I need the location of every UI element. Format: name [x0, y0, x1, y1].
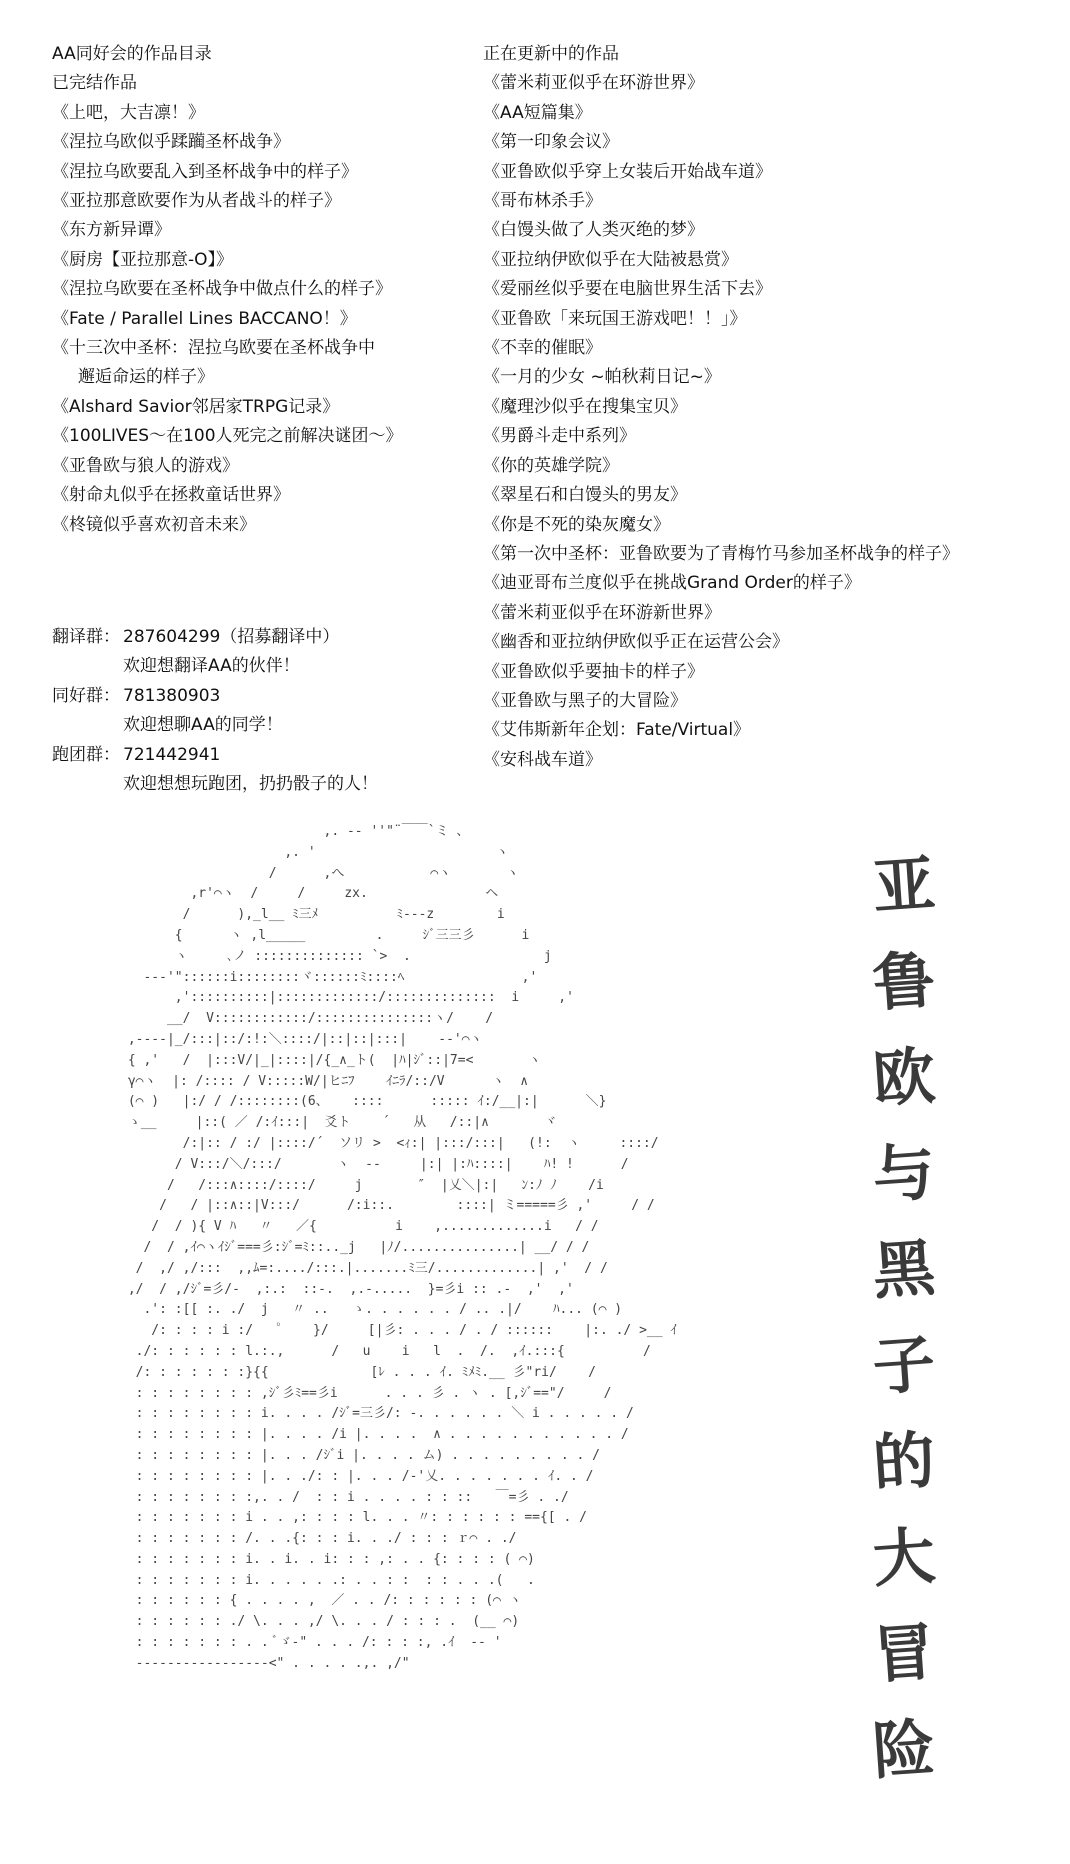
title-char: 鲁: [870, 942, 940, 1021]
list-item: 《涅拉乌欧要在圣杯战争中做点什么的样子》: [52, 279, 392, 300]
list-item: 《亚鲁欧似乎要抽卡的样子》: [483, 661, 704, 682]
list-item: 《你的英雄学院》: [483, 455, 619, 476]
title-char: 冒: [870, 1614, 940, 1693]
list-item: 《厨房【亚拉那意-O】》: [52, 249, 234, 270]
list-item: 《蕾米莉亚似乎在环游新世界》: [483, 602, 721, 623]
title-char: 黑: [870, 1230, 940, 1309]
list-item: 《第一印象会议》: [483, 132, 619, 153]
title-char: 欧: [870, 1038, 940, 1117]
run-group-note: 欢迎想想玩跑团，扔扔骰子的人！: [123, 774, 378, 795]
list-item: 《第一次中圣杯：亚鲁欧要为了青梅竹马参加圣杯战争的样子》: [483, 543, 959, 564]
list-item: 《亚鲁欧与黑子的大冒险》: [483, 690, 687, 711]
list-item: 《亚鲁欧似乎穿上女装后开始战车道》: [483, 161, 772, 182]
list-item: 《亚鲁欧「来玩国王游戏吧！！」》: [483, 308, 747, 329]
group-contacts: [52, 623, 472, 799]
list-item: 《一月的少女 ~帕秋莉日记~》: [483, 367, 721, 388]
list-item: 《涅拉乌欧要乱入到圣杯战争中的样子》: [52, 161, 358, 182]
list-item: 《上吧，大吉凛！》: [52, 102, 205, 123]
list-item: 《你是不死的染灰魔女》: [483, 514, 670, 535]
ongoing-works-column: [483, 40, 1063, 775]
translate-group-note: 欢迎想翻译AA的伙伴！: [123, 656, 300, 677]
list-item: 《不幸的催眠》: [483, 338, 602, 359]
list-item: 《亚鲁欧与狼人的游戏》: [52, 455, 239, 476]
fan-group-number: 781380903: [123, 685, 221, 706]
list-item: 《十三次中圣杯：涅拉乌欧要在圣杯战争中: [52, 338, 375, 359]
title-char: 险: [870, 1710, 940, 1789]
list-item: 《迪亚哥布兰度似乎在挑战Grand Order的样子》: [483, 573, 861, 594]
translate-group-row: [52, 623, 472, 652]
fan-group-note: 欢迎想聊AA的同学！: [123, 715, 283, 736]
list-item: 《蕾米莉亚似乎在环游世界》: [483, 73, 704, 94]
catalog-header: AA同好会的作品目录: [52, 44, 212, 64]
title-char: 的: [870, 1422, 940, 1501]
title-char: 与: [870, 1134, 940, 1213]
list-item-continuation: 邂逅命运的样子》: [78, 367, 214, 388]
ongoing-header: 正在更新中的作品: [483, 44, 619, 64]
list-item: 《亚拉纳伊欧似乎在大陆被悬赏》: [483, 249, 738, 270]
list-item: 《爱丽丝似乎要在电脑世界生活下去》: [483, 279, 772, 300]
run-group-number: 721442941: [123, 744, 221, 765]
list-item: 《射命丸似乎在拯救童话世界》: [52, 485, 290, 506]
vertical-calligraphy-title: [860, 838, 950, 1798]
list-item: 《亚拉那意欧要作为从者战斗的样子》: [52, 191, 341, 212]
list-item: 《魔理沙似乎在搜集宝贝》: [483, 396, 687, 417]
list-item: 《Fate / Parallel Lines BACCANO！》: [52, 308, 357, 329]
list-item: 《AA短篇集》: [483, 102, 592, 123]
list-item: 《翠星石和白馒头的男友》: [483, 485, 687, 506]
ascii-art-picture: ,. -‐ ''"¨￣￣`ミ 、 ,. ' ヽ / ,へ ⌒ヽ ヽ ,r'⌒ヽ / / zx. ヘ / ),_l__ ﾐ三ﾒ ﾐ--‐z i { ヽ ,l_____ . ｼﾞ三三彡 i ヽ ､ノ :::::::::::::: `> . j --‐'"::::::i::::::::ヾ::::::ﾐ::::ﾍ ,' ,'::::::::::|:::::::::::::/:::::::::::::: i ,' __/ V::::::::::::/:::::::::::::::ヽ/ / ,--‐‐|_/:::|::/:!:＼::::/|::|::|:::| -‐'⌒ヽ { ,' / |:::V/|_|::::|/{_∧_ト( |ﾊ|ｼﾞ::|7=< ヽ γ⌒ヽ |: /:::: / V:::::W/|ヒﾆﾌ ｲﾆﾗ/::/V ヽ ∧ (⌒ ) |:/ / /::::::::(6、 :::: ::::: ｲ:/__|:| ＼} ゝ__ |::( ／ /:ｲ:::| 爻ト ´ 从 /::|∧ ヾ /:|:: / :/ |::::/´ ソリ > <ｨ:| |:::/:::| (!: ヽ ::::/ / V:::/＼/:::/ ヽ ‐‐ |:| |:ﾊ::::| ﾊ! ! / / /:::∧::::/::::/ j ″ |乂＼|:| ﾝ:ﾉ ﾉ /i / / |::∧::|V:::/ /:i::. ::::| ミ=====彡 ,' / / / / ){ V ﾊ 〃 ／{ i ,.............i / / / / ,ｲ⌒ヽｲｼﾞ===彡:ｼﾞ=ﾐ::.._j |ﾉ/...............| __/ / / / ,/ ,/::: ,,ﾑ=:..../:::.|.......ﾐ三/.............| ,' / / ,/ / ,/ｼﾞ=彡/‐ ,:.: ::‐. ,.-..... }=彡i :: .‐ ,' ,' .': :[[ :. ./ j 〃 .. ゝ. . . . . . / .. .|/ ﾊ... (⌒ ) /: : : : i :/ ゜ }/ [|彡: . . . / . / :::::: |:. ./ >__ ｲ ./: : : : : : l.:., / u i l . /. ,ｲ.:::{ / /: : : : : : :}{{ [ﾚ . . . ｲ. ﾐﾒﾐ.__ 彡"ri/ / : : : : : : : : ,ｼﾞ彡ﾐ==彡i . . . 彡 . ヽ . [,ｼﾞ=="/ / : : : : : : : : i. . . . /ｼﾞ=三彡/: ‐. . . . . . ＼ i . . . . . / : : : : : : : : |. . . . /i |. . . . ∧ . . . . . . . . . . . / : : : : : : : : |. . . /ｼﾞi |. . . . ム) . . . . . . . . . / : : : : : : : : |. . ./: : |. . . /‐'乂. . . . . . . ｲ. . / : : : : : : : :,. . / : : i . . . . : : :: ￣=彡 . ./ : : : : : : : i . . ,: : : : l. . . 〃: : : : : : =={[ . / : : : : : : : /. . .{: : : i. . ./ : : : ｒ⌒ . ./ : : : : : : : i. . i. . i: : : ,: . . {: : : : ( ⌒) : : : : : : : i. . . . . .: . . : : : : . . .( . : : : : : : { . . . . , ／ . . /: : : : : : (⌒ ヽ : : : : : : ./ \. . . ,/ \. . . / : : : . (__ ⌒) : : : : : : : . . ﾞゞ‐" . . . /: : : :, .ｲ ‐‐ ' ‐‐‐‐‐‐‐‐‐‐‐‐‐‐‐‐‐<" . . . . .,. ,/": [127, 824, 677, 1671]
title-char: 大: [870, 1518, 940, 1597]
run-group-label: 跑团群：: [52, 744, 120, 765]
list-item: 《安科战车道》: [483, 749, 602, 770]
list-item: 《幽香和亚拉纳伊欧似乎正在运营公会》: [483, 632, 789, 653]
list-item: 《艾伟斯新年企划：Fate/Virtual》: [483, 720, 751, 741]
completed-works-column: [52, 40, 472, 540]
list-item: 《东方新异谭》: [52, 220, 171, 241]
translate-group-number: 287604299（招募翻译中）: [123, 627, 340, 647]
list-item: 《涅拉乌欧似乎蹂躏圣杯战争》: [52, 132, 290, 153]
title-char: 亚: [870, 846, 940, 925]
translate-group-label: 翻译群：: [52, 627, 120, 647]
title-char: 子: [870, 1326, 940, 1405]
list-item: 《Alshard Savior邻居家TRPG记录》: [52, 396, 340, 417]
list-item: 《哥布林杀手》: [483, 191, 602, 212]
fan-group-row: [52, 682, 472, 711]
list-item: 《柊镜似乎喜欢初音未来》: [52, 514, 256, 535]
list-item: 《白馒头做了人类灭绝的梦》: [483, 220, 704, 241]
run-group-row: [52, 741, 472, 770]
fan-group-label: 同好群：: [52, 685, 120, 706]
list-item: 《男爵斗走中系列》: [483, 426, 636, 447]
completed-label: 已完结作品: [52, 73, 137, 94]
list-item: 《100LIVES～在100人死完之前解决谜团～》: [52, 426, 403, 447]
ascii-art-illustration: [120, 822, 820, 1842]
